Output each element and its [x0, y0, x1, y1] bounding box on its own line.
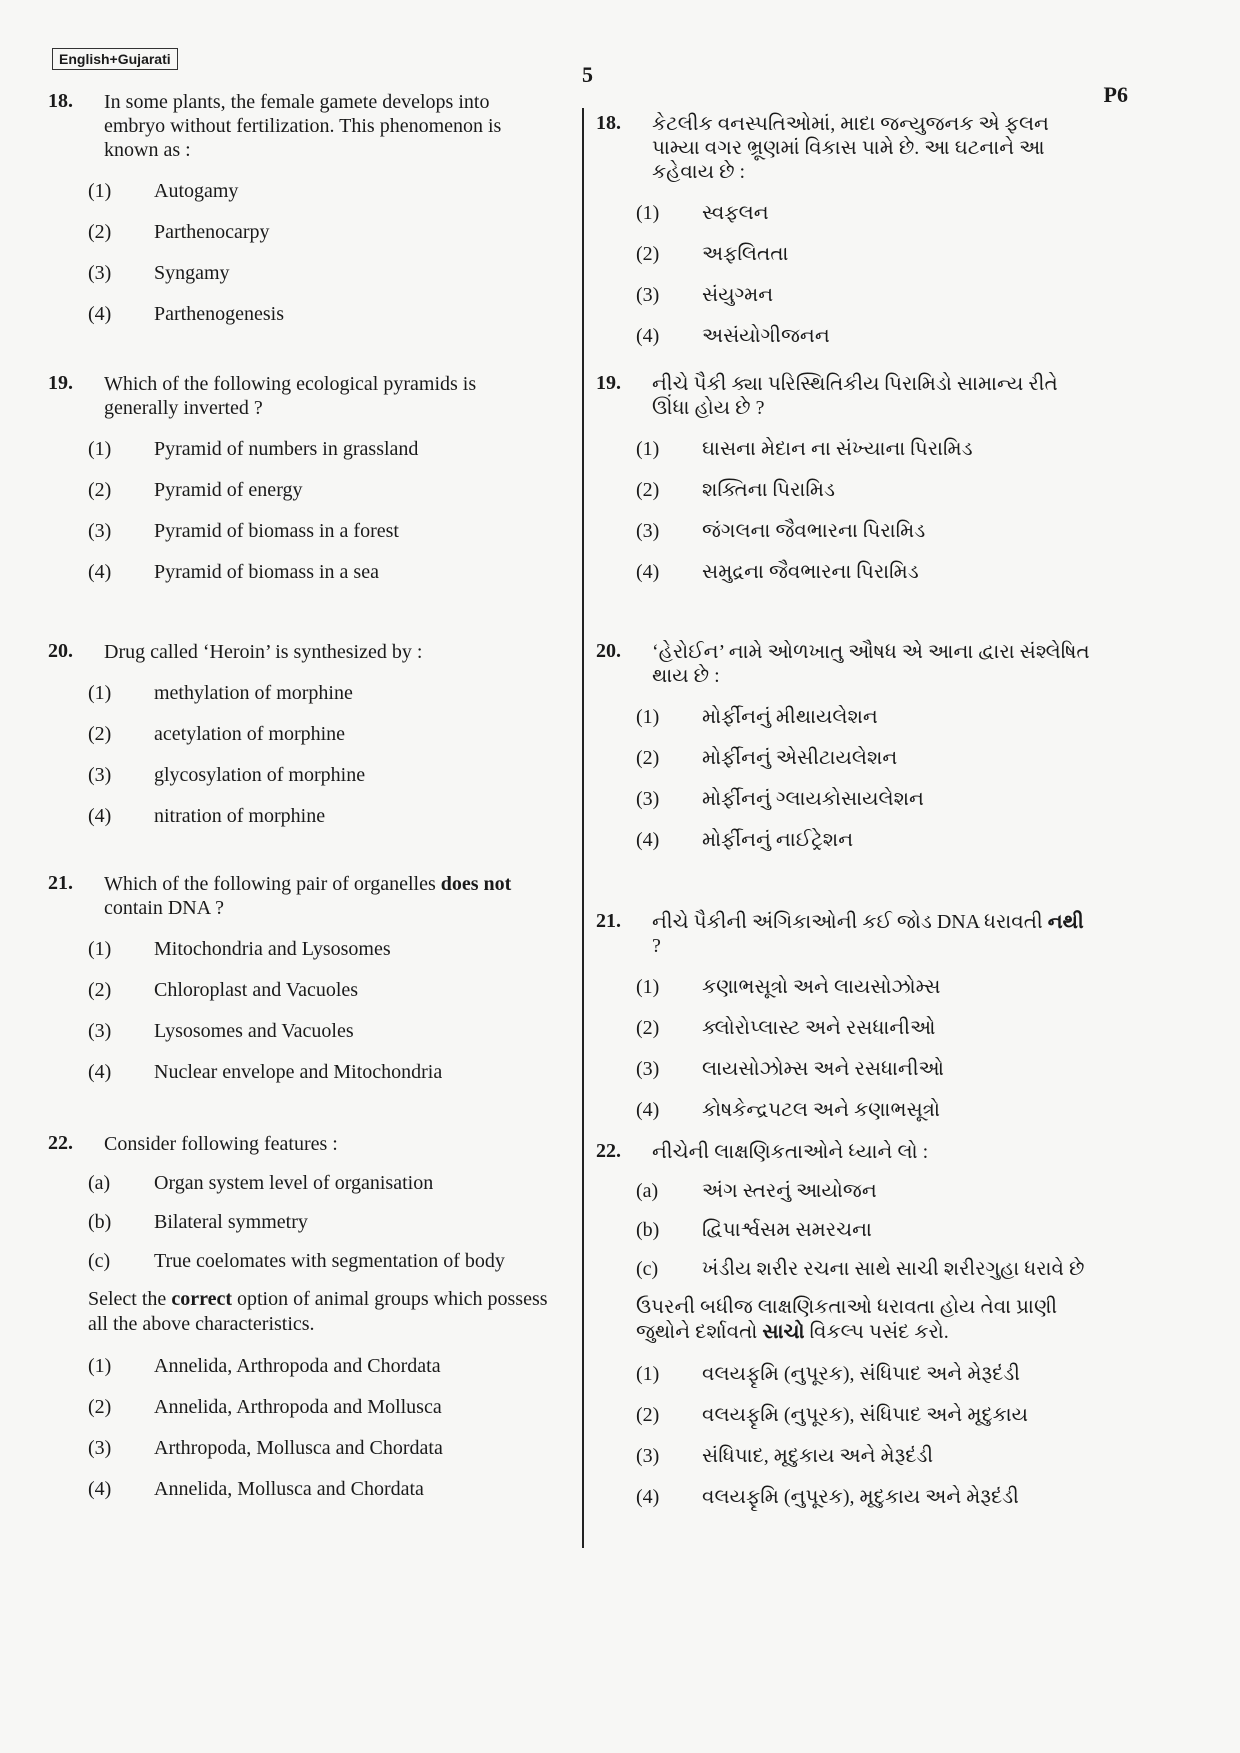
- statement-label: (c): [88, 1250, 111, 1272]
- option: [596, 1404, 1096, 1427]
- option-number: (2): [636, 1017, 660, 1039]
- option-text: મોર્ફીનનું મીથાયલેશન: [702, 706, 878, 728]
- option-number: (4): [636, 561, 660, 583]
- option-number: (4): [88, 303, 112, 325]
- option: [596, 829, 1096, 852]
- option-number: (3): [636, 788, 660, 810]
- statement-label: (a): [636, 1180, 659, 1202]
- question-text: Drug called ‘Heroin’ is synthesized by :: [104, 641, 423, 663]
- option-text: વલયફૃમિ (નુપૂરક), સંધિપાદ અને મેરૂદંડી: [702, 1363, 1020, 1385]
- statement: [48, 1250, 548, 1273]
- option: [48, 1020, 548, 1043]
- option-number: (2): [88, 1396, 112, 1418]
- option: [48, 180, 548, 203]
- question-text: In some plants, the female gamete develops into embryo without fertilization. This phenomenon is known as :: [104, 91, 502, 161]
- option: [48, 1396, 548, 1419]
- option-number: (2): [88, 979, 112, 1001]
- question-number: 21.: [596, 910, 621, 932]
- statement-label: (a): [88, 1172, 111, 1194]
- question-20-en: [48, 640, 548, 828]
- option-number: (4): [636, 325, 660, 347]
- question-instruction: [48, 1287, 548, 1337]
- statement: [48, 1211, 548, 1234]
- option-text: જંગલના જૈવભારના પિરામિડ: [702, 520, 926, 542]
- option-number: (1): [636, 438, 660, 460]
- option-text: Pyramid of energy: [154, 479, 303, 501]
- question-number: 19.: [48, 372, 73, 394]
- option-text: સંયુગ્મન: [702, 284, 774, 306]
- option-text: અસંયોગીજનન: [702, 325, 830, 347]
- question-number: 22.: [596, 1140, 621, 1162]
- statement-text: અંગ સ્તરનું આયોજન: [702, 1180, 877, 1202]
- option-number: (4): [88, 1478, 112, 1500]
- option-number: (3): [88, 520, 112, 542]
- question-22-en: [48, 1132, 548, 1501]
- option: [596, 1363, 1096, 1386]
- statement-text: Organ system level of organisation: [154, 1172, 434, 1194]
- option-text: ઘાસના મેદાન ના સંખ્યાના પિરામિડ: [702, 438, 973, 460]
- option: [596, 1486, 1096, 1509]
- language-tag: English+Gujarati: [52, 48, 178, 70]
- option-text: Chloroplast and Vacuoles: [154, 979, 359, 1001]
- option-text: Syngamy: [154, 262, 230, 284]
- option-text: Parthenocarpy: [154, 221, 270, 243]
- question-text-part: contain DNA ?: [104, 897, 224, 919]
- question-18-en: [48, 90, 548, 326]
- option-text: methylation of morphine: [154, 682, 353, 704]
- option: [48, 479, 548, 502]
- option-number: (2): [88, 479, 112, 501]
- question-instruction: [596, 1295, 1096, 1345]
- option-number: (1): [88, 1355, 112, 1377]
- option: [596, 1099, 1096, 1122]
- instruction-part: Select the: [88, 1288, 172, 1310]
- question-21-en: [48, 872, 548, 1084]
- statement-label: (c): [636, 1258, 659, 1280]
- question-text: [652, 910, 1096, 958]
- instruction-emphasis: સાચો: [762, 1321, 805, 1343]
- statement-text: ખંડીય શરીર રચના સાથે સાચી શરીરગુહા ધરાવે છે: [702, 1258, 1085, 1280]
- option-text: Pyramid of biomass in a forest: [154, 520, 399, 542]
- option: [48, 682, 548, 705]
- option-text: મોર્ફીનનું એસીટાયલેશન: [702, 747, 898, 769]
- option-number: (4): [636, 1486, 660, 1508]
- option-text: Lysosomes and Vacuoles: [154, 1020, 354, 1042]
- statement: [596, 1258, 1096, 1281]
- option: [48, 1061, 548, 1084]
- option: [596, 243, 1096, 266]
- option: [48, 221, 548, 244]
- question-text: કેટલીક વનસ્પતિઓમાં, માદા જન્યુજનક એ ફલન પામ્યા વગર ભ્રૂણમાં વિકાસ પામે છે. આ ઘટનાને આ કહેવાય છે :: [652, 113, 1049, 183]
- paper-code: P6: [1103, 82, 1128, 107]
- option-number: (2): [636, 243, 660, 265]
- option: [48, 520, 548, 543]
- option-text: સંધિપાદ, મૃદુકાય અને મેરૂદંડી: [702, 1445, 934, 1467]
- option-text: મોર્ફીનનું નાઈટ્રેશન: [702, 829, 854, 851]
- option-text: અફલિતતા: [702, 243, 789, 265]
- option: [48, 561, 548, 584]
- statement-text: True coelomates with segmentation of body: [154, 1250, 505, 1272]
- question-22-gu: [596, 1140, 1096, 1509]
- option-number: (3): [88, 1020, 112, 1042]
- question-18-gu: [596, 112, 1096, 348]
- option-text: કણાભસૂત્રો અને લાયસોઝોમ્સ: [702, 976, 941, 998]
- question-text: નીચેની લાક્ષણિકતાઓને ધ્યાને લો :: [652, 1141, 929, 1163]
- question-number: 22.: [48, 1132, 73, 1154]
- option-text: Nuclear envelope and Mitochondria: [154, 1061, 443, 1083]
- option: [48, 764, 548, 787]
- option-text: acetylation of morphine: [154, 723, 346, 745]
- option-number: (1): [636, 1363, 660, 1385]
- option-text: Annelida, Arthropoda and Chordata: [154, 1355, 441, 1377]
- statement: [596, 1219, 1096, 1242]
- option-number: (1): [88, 180, 112, 202]
- option-number: (1): [636, 706, 660, 728]
- option-text: nitration of morphine: [154, 805, 326, 827]
- question-text: ‘હેરોઈન’ નામે ઓળખાતુ ઔષધ એ આના દ્વારા સંશ્લેષિત થાય છે :: [652, 641, 1090, 687]
- column-divider: [582, 108, 584, 1548]
- statement: [596, 1180, 1096, 1203]
- option: [596, 788, 1096, 811]
- question-20-gu: [596, 640, 1096, 852]
- option: [596, 202, 1096, 225]
- option: [596, 561, 1096, 584]
- option-number: (2): [88, 723, 112, 745]
- option-number: (3): [88, 1437, 112, 1459]
- statement-label: (b): [88, 1211, 112, 1233]
- question-text-part: નીચે પૈકીની અંગિકાઓની કઈ જોડ DNA ધરાવતી: [652, 911, 1048, 933]
- option-text: વલયફૃમિ (નુપૂરક), મૃદુકાય અને મેરૂદંડી: [702, 1486, 1019, 1508]
- instruction-part: ઉપરની બધીજ લાક્ષણિકતાઓ ધરાવતા હોય તેવા પ્રાણી જુથોને દર્શાવતો: [636, 1296, 1058, 1343]
- question-21-gu: [596, 910, 1096, 1122]
- option-number: (4): [636, 829, 660, 851]
- question-number: 18.: [48, 90, 73, 112]
- option: [48, 438, 548, 461]
- statement-label: (b): [636, 1219, 660, 1241]
- option-text: વલયફૃમિ (નુપૂરક), સંધિપાદ અને મૃદુકાય: [702, 1404, 1029, 1426]
- option: [48, 805, 548, 828]
- option-text: Autogamy: [154, 180, 239, 202]
- option-text: Mitochondria and Lysosomes: [154, 938, 391, 960]
- option-number: (2): [636, 1404, 660, 1426]
- page-number: 5: [582, 62, 593, 87]
- statement-text: Bilateral symmetry: [154, 1211, 308, 1233]
- option-number: (3): [636, 520, 660, 542]
- option-text: કોષકેન્દ્રપટલ અને કણાભસૂત્રો: [702, 1099, 940, 1121]
- option-text: શક્તિના પિરામિડ: [702, 479, 835, 501]
- option-number: (1): [88, 938, 112, 960]
- option-number: (1): [636, 202, 660, 224]
- option-text: લાયસોઝોમ્સ અને રસધાનીઓ: [702, 1058, 944, 1080]
- option-text: મોર્ફીનનું ગ્લાયકોસાયલેશન: [702, 788, 924, 810]
- option-number: (1): [88, 682, 112, 704]
- option-text: Pyramid of biomass in a sea: [154, 561, 379, 583]
- question-number: 19.: [596, 372, 621, 394]
- option: [596, 325, 1096, 348]
- option-number: (2): [636, 479, 660, 501]
- option-number: (3): [88, 262, 112, 284]
- instruction-emphasis: correct: [171, 1288, 232, 1310]
- option-text: સ્વફલન: [702, 202, 769, 224]
- statement: [48, 1172, 548, 1195]
- question-text-part: Which of the following pair of organelles: [104, 873, 441, 895]
- option-number: (1): [88, 438, 112, 460]
- option: [48, 1355, 548, 1378]
- option-text: Annelida, Mollusca and Chordata: [154, 1478, 424, 1500]
- option: [596, 284, 1096, 307]
- instruction-part: option of animal groups which possess all the above characteristics.: [88, 1288, 548, 1335]
- option: [48, 723, 548, 746]
- option-number: (3): [636, 284, 660, 306]
- option: [596, 1058, 1096, 1081]
- option-text: સમુદ્રના જૈવભારના પિરામિડ: [702, 561, 919, 583]
- question-text: Consider following features :: [104, 1133, 338, 1155]
- option: [48, 938, 548, 961]
- option-number: (3): [636, 1058, 660, 1080]
- option-number: (2): [636, 747, 660, 769]
- question-text-emphasis: does not: [440, 873, 512, 895]
- option-text: Pyramid of numbers in grassland: [154, 438, 419, 460]
- option-text: Annelida, Arthropoda and Mollusca: [154, 1396, 442, 1418]
- option: [48, 303, 548, 326]
- question-text: નીચે પૈકી ક્યા પરિસ્થિતિકીય પિરામિડો સામાન્ય રીતે ઊંધા હોય છે ?: [652, 373, 1058, 419]
- question-number: 20.: [48, 640, 73, 662]
- option-text: ક્લોરોપ્લાસ્ટ અને રસધાનીઓ: [702, 1017, 936, 1039]
- question-19-gu: [596, 372, 1096, 584]
- option-text: Arthropoda, Mollusca and Chordata: [154, 1437, 443, 1459]
- option: [596, 1017, 1096, 1040]
- option-number: (4): [636, 1099, 660, 1121]
- option: [48, 262, 548, 285]
- option: [596, 520, 1096, 543]
- instruction-part: વિકલ્પ પસંદ કરો.: [804, 1321, 949, 1343]
- option-number: (2): [88, 221, 112, 243]
- option-number: (3): [636, 1445, 660, 1467]
- option-number: (4): [88, 561, 112, 583]
- option: [596, 747, 1096, 770]
- option: [48, 1478, 548, 1501]
- option-number: (4): [88, 805, 112, 827]
- option: [48, 979, 548, 1002]
- question-number: 20.: [596, 640, 621, 662]
- option-number: (4): [88, 1061, 112, 1083]
- question-text: [104, 872, 548, 920]
- option-text: Parthenogenesis: [154, 303, 284, 325]
- option: [596, 706, 1096, 729]
- question-number: 21.: [48, 872, 73, 894]
- option-number: (3): [88, 764, 112, 786]
- question-text-part: ?: [652, 935, 661, 957]
- question-number: 18.: [596, 112, 621, 134]
- option: [596, 976, 1096, 999]
- question-text: Which of the following ecological pyramids is generally inverted ?: [104, 373, 477, 419]
- option-text: glycosylation of morphine: [154, 764, 366, 786]
- statement-text: દ્વિપાર્શ્વસમ સમરચના: [702, 1219, 872, 1241]
- option: [48, 1437, 548, 1460]
- question-text-emphasis: નથી: [1047, 911, 1084, 933]
- question-19-en: [48, 372, 548, 584]
- option-number: (1): [636, 976, 660, 998]
- option: [596, 438, 1096, 461]
- option: [596, 1445, 1096, 1468]
- option: [596, 479, 1096, 502]
